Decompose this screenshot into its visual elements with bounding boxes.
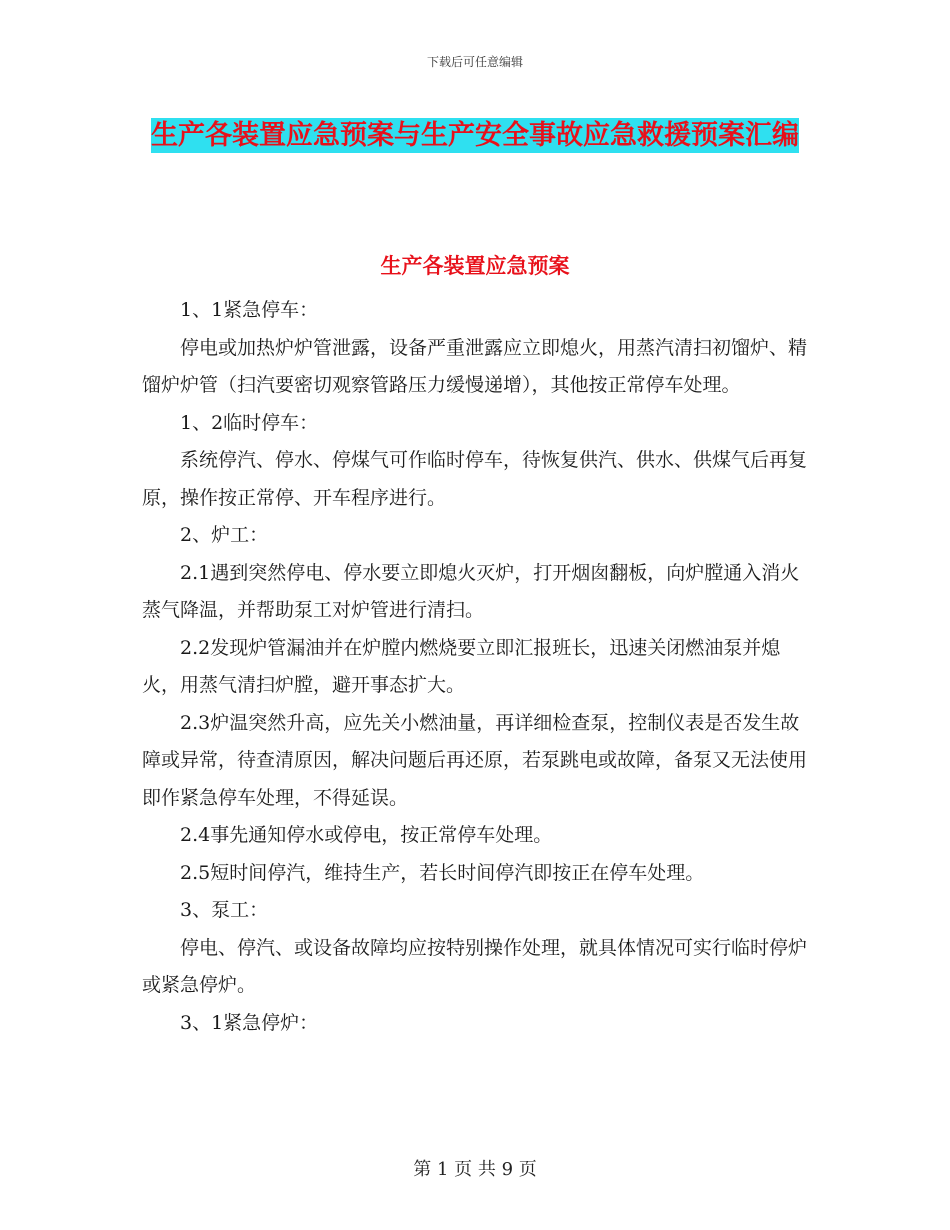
page-header: 下载后可任意编辑	[426, 55, 523, 69]
paragraph: 3、泵工：	[180, 899, 269, 921]
paragraph: 2.4事先通知停水或停电，按正常停车处理。	[180, 824, 553, 846]
document-title-text: 生产各装置应急预案与生产安全事故应急救援预案汇编	[151, 120, 799, 151]
page-footer: 第 1 页 共 9 页	[413, 1159, 537, 1180]
paragraph: 1、1紧急停车：	[180, 299, 319, 321]
section-title: 生产各装置应急预案	[380, 254, 570, 278]
paragraph: 2.5短时间停汽，维持生产，若长时间停汽即按正在停车处理。	[180, 861, 705, 884]
paragraph: 2.3炉温突然升高，应先关小燃油量，再详细检查泵，控制仪表是否发生故障或异常，待查清原因，解决问题后再还原，若泵跳电或故障，备泵又无法使用即作紧急停车处理，不得延误。	[142, 711, 808, 809]
paragraph: 3、1紧急停炉：	[180, 1011, 319, 1034]
paragraph: 停电或加热炉炉管泄露，设备严重泄露应立即熄火，用蒸汽清扫初馏炉、精馏炉炉管（扫汽要密切观察管路压力缓慢递增），其他按正常停车处理。	[142, 336, 808, 396]
paragraph: 1、2临时停车：	[180, 411, 319, 434]
paragraph: 2、炉工：	[180, 524, 269, 546]
paragraph: 停电、停汽、或设备故障均应按特别操作处理，就具体情况可实行临时停炉或紧急停炉。	[142, 936, 808, 996]
paragraph: 系统停汽、停水、停煤气可作临时停车，待恢复供汽、供水、供煤气后再复原，操作按正常停、开车程序进行。	[142, 449, 808, 509]
document-title	[140, 112, 810, 160]
paragraph: 2.2发现炉管漏油并在炉膛内燃烧要立即汇报班长，迅速关闭燃油泵并熄火，用蒸气清扫炉膛，避开事态扩大。	[142, 636, 781, 696]
paragraph: 2.1遇到突然停电、停水要立即熄火灭炉，打开烟囱翻板，向炉膛通入消火蒸气降温，并帮助泵工对炉管进行清扫。	[142, 561, 800, 621]
document-body	[142, 292, 814, 1042]
